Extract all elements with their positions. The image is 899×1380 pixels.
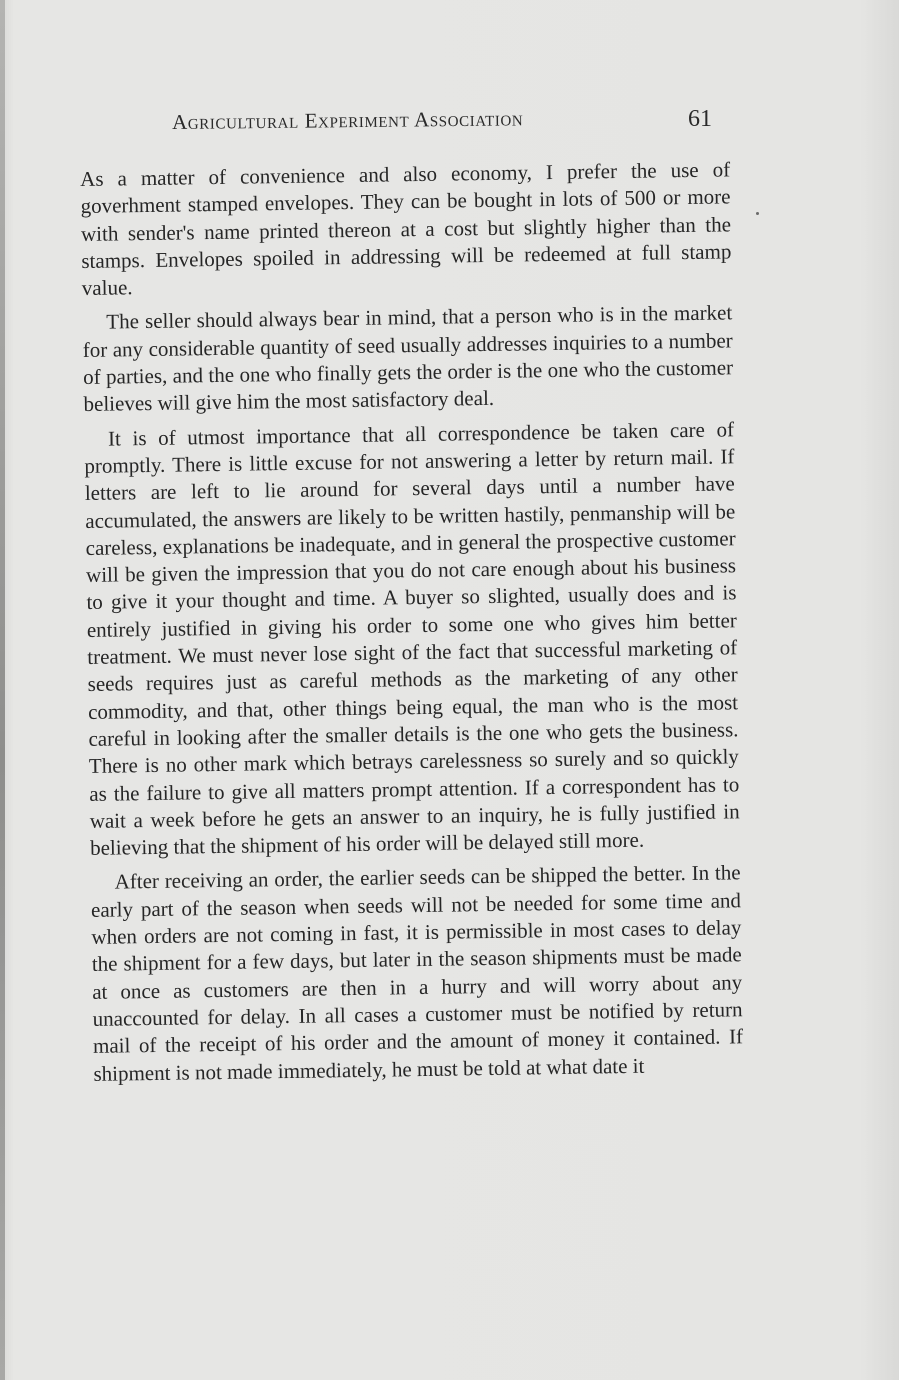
paragraph-envelopes: As a matter of convenience and also economy, I prefer the use of goverhment stamped envelopes. They can be bought in lots of 500 or more with sender's name printed thereon at a cost but slightly higher than the stamps. Envelopes spoiled in addressing will be redeemed at full stamp value. <box>80 157 732 301</box>
body-text <box>80 156 744 1094</box>
paragraph-shipping-orders: After receiving an order, the earlier seeds can be shipped the better. In the early part of the season when seeds will not be needed for some time and when orders are not coming in fast, it is permissible in most cases to delay the shipment for a few days, but later in the season shipments must be made at once as customers are then in a hurry and will worry about any unaccounted for delay. In all cases a customer must be notified by return mail of the receipt of his order and the amount of money it contained. If shipment is not made immediately, he must be told at what date it <box>90 860 744 1086</box>
paragraph-prompt-correspondence: It is of utmost importance that all correspondence be taken care of promptly. There is little excuse for not answering a letter by return mail. If letters are left to lie around for several days until a number have accumulated, the answers are likely to be written hastily, penmanship will be careless, explanations be inadequate, and in general the prospective customer will be given the impression that you do not care enough about his business to give it your thought and time. A buyer so slighted, usually does and is entirely justified in giving his order to some one who gives him better treatment. We must never lose sight of the fact that successful marketing of seeds requires just as careful methods as the marketing of any other commodity, and that, other things being equal, the man who is the most careful in looking after the smaller details is the one who gets the business. There is no other mark which betrays carelessness so surely and so quickly as the failure to give all matters prompt attention. If a correspondent has to wait a week before he gets an answer to an inquiry, he is fully justified in believing that the shipment of his order will be delayed still more. <box>84 417 740 861</box>
page-number: 61 <box>688 106 712 132</box>
running-title: Agricultural Experiment Association <box>171 106 524 134</box>
page-header <box>0 106 899 146</box>
paper-speck <box>756 212 759 215</box>
paragraph-seller-inquiries: The seller should always bear in mind, that a person who is in the market for any considerable quantity of seed usually addresses inquiries to a number of parties, and the one who finally gets the order is the one who the customer believes will give him the most satisfactory deal. <box>82 300 734 417</box>
page-spine-shadow <box>0 0 5 1380</box>
